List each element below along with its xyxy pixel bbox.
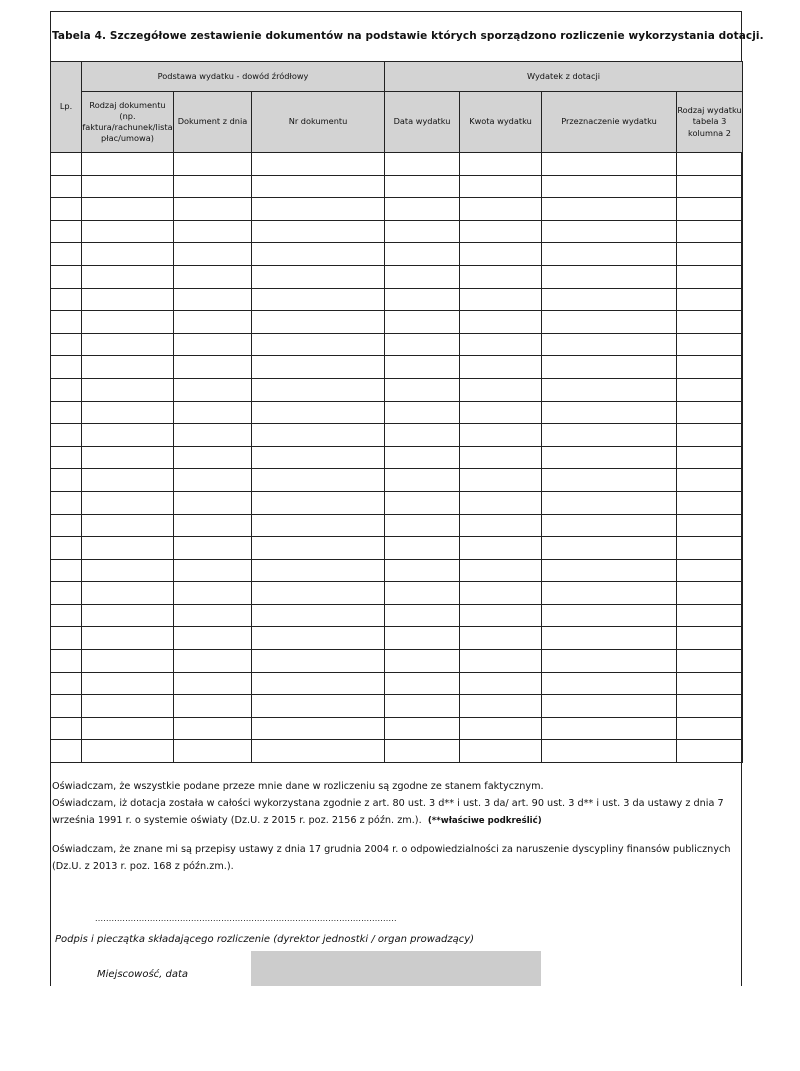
table-cell[interactable] <box>460 514 542 537</box>
table-cell[interactable] <box>252 514 385 537</box>
table-cell[interactable] <box>385 153 460 176</box>
table-row <box>51 672 743 695</box>
table-cell[interactable] <box>252 311 385 334</box>
table-cell[interactable] <box>460 424 542 447</box>
table-cell[interactable] <box>677 288 743 311</box>
header-expense-amount: Kwota wydatku <box>460 92 542 153</box>
table-cell[interactable] <box>51 243 82 266</box>
table-cell[interactable] <box>174 288 252 311</box>
table-cell[interactable] <box>385 559 460 582</box>
table-cell[interactable] <box>677 333 743 356</box>
table-cell[interactable] <box>252 740 385 763</box>
table-cell[interactable] <box>82 627 174 650</box>
header-group-expense: Wydatek z dotacji <box>385 62 743 92</box>
table-row <box>51 627 743 650</box>
table-cell[interactable] <box>51 153 82 176</box>
table-cell[interactable] <box>174 311 252 334</box>
table-cell[interactable] <box>174 650 252 673</box>
table-cell[interactable] <box>82 220 174 243</box>
table-cell[interactable] <box>460 650 542 673</box>
table-cell[interactable] <box>51 672 82 695</box>
table-row <box>51 220 743 243</box>
table-cell[interactable] <box>174 153 252 176</box>
table-cell[interactable] <box>677 243 743 266</box>
table-cell[interactable] <box>542 220 677 243</box>
table-cell[interactable] <box>252 356 385 379</box>
table-cell[interactable] <box>385 265 460 288</box>
table-cell[interactable] <box>385 424 460 447</box>
table-cell[interactable] <box>542 333 677 356</box>
statement-grant-usage <box>52 796 740 830</box>
table-cell[interactable] <box>677 378 743 401</box>
table-cell[interactable] <box>82 378 174 401</box>
table-cell[interactable] <box>51 356 82 379</box>
table-cell[interactable] <box>677 424 743 447</box>
table-cell[interactable] <box>542 243 677 266</box>
table-cell[interactable] <box>174 717 252 740</box>
table-cell[interactable] <box>460 220 542 243</box>
table-cell[interactable] <box>174 695 252 718</box>
table-cell[interactable] <box>677 220 743 243</box>
table-row <box>51 175 743 198</box>
table-row <box>51 559 743 582</box>
table-cell[interactable] <box>385 220 460 243</box>
table-cell[interactable] <box>677 153 743 176</box>
header-expense-kind: Rodzaj wydatku tabela 3 kolumna 2 <box>677 92 743 153</box>
statement-finance-discipline: Oświadczam, że znane mi są przepisy ustawy z dnia 17 grudnia 2004 r. o odpowiedzialności za naruszenie dyscypliny finansów publicznych (Dz.U. z 2013 r. poz. 168 z późn.zm.). <box>52 843 731 872</box>
table-row <box>51 265 743 288</box>
table-cell[interactable] <box>677 627 743 650</box>
table-row <box>51 243 743 266</box>
table-cell[interactable] <box>51 333 82 356</box>
table-row <box>51 717 743 740</box>
table-cell[interactable] <box>82 446 174 469</box>
table-cell[interactable] <box>174 469 252 492</box>
table-cell[interactable] <box>677 717 743 740</box>
statement-data-accuracy: Oświadczam, że wszystkie podane przeze mnie dane w rozliczeniu są zgodne ze stanem faktycznym. <box>52 781 544 792</box>
table-cell[interactable] <box>542 559 677 582</box>
table-cell[interactable] <box>385 514 460 537</box>
table-cell[interactable] <box>385 491 460 514</box>
table-cell[interactable] <box>542 401 677 424</box>
table-cell[interactable] <box>542 672 677 695</box>
table-cell[interactable] <box>252 243 385 266</box>
table-row <box>51 491 743 514</box>
table-cell[interactable] <box>82 559 174 582</box>
table-cell[interactable] <box>51 717 82 740</box>
table-cell[interactable] <box>252 469 385 492</box>
table-cell[interactable] <box>51 740 82 763</box>
table-cell[interactable] <box>174 537 252 560</box>
table-row <box>51 469 743 492</box>
table-cell[interactable] <box>82 265 174 288</box>
table-cell[interactable] <box>460 469 542 492</box>
table-cell[interactable] <box>542 424 677 447</box>
table-cell[interactable] <box>174 265 252 288</box>
table-cell[interactable] <box>252 220 385 243</box>
table-cell[interactable] <box>51 311 82 334</box>
table-cell[interactable] <box>51 627 82 650</box>
table-cell[interactable] <box>677 446 743 469</box>
table-cell[interactable] <box>542 537 677 560</box>
table-cell[interactable] <box>460 356 542 379</box>
table-row <box>51 650 743 673</box>
table-cell[interactable] <box>460 559 542 582</box>
documents-table <box>50 61 743 763</box>
table-cell[interactable] <box>51 265 82 288</box>
table-cell[interactable] <box>460 491 542 514</box>
table-cell[interactable] <box>252 695 385 718</box>
table-cell[interactable] <box>385 311 460 334</box>
table-cell[interactable] <box>677 265 743 288</box>
table-row <box>51 695 743 718</box>
table-cell[interactable] <box>82 175 174 198</box>
table-cell[interactable] <box>460 175 542 198</box>
table-title: Tabela 4. Szczegółowe zestawienie dokumentów na podstawie których sporządzono rozliczenie wykorzystania dotacji. <box>52 30 764 42</box>
table-cell[interactable] <box>460 627 542 650</box>
table-row <box>51 446 743 469</box>
table-cell[interactable] <box>174 446 252 469</box>
table-cell[interactable] <box>542 514 677 537</box>
table-cell[interactable] <box>677 559 743 582</box>
table-cell[interactable] <box>252 401 385 424</box>
table-cell[interactable] <box>82 311 174 334</box>
header-document-number: Nr dokumentu <box>252 92 385 153</box>
table-cell[interactable] <box>542 717 677 740</box>
table-cell[interactable] <box>51 401 82 424</box>
table-cell[interactable] <box>51 604 82 627</box>
table-cell[interactable] <box>174 582 252 605</box>
table-cell[interactable] <box>460 740 542 763</box>
table-cell[interactable] <box>51 220 82 243</box>
table-cell[interactable] <box>252 491 385 514</box>
table-cell[interactable] <box>542 627 677 650</box>
table-cell[interactable] <box>385 695 460 718</box>
table-cell[interactable] <box>252 717 385 740</box>
table-cell[interactable] <box>542 582 677 605</box>
table-cell[interactable] <box>542 175 677 198</box>
table-cell[interactable] <box>385 198 460 221</box>
table-cell[interactable] <box>82 153 174 176</box>
table-cell[interactable] <box>385 650 460 673</box>
table-cell[interactable] <box>460 717 542 740</box>
table-cell[interactable] <box>82 424 174 447</box>
header-expense-date: Data wydatku <box>385 92 460 153</box>
table-cell[interactable] <box>174 333 252 356</box>
table-cell[interactable] <box>252 175 385 198</box>
table-cell[interactable] <box>174 424 252 447</box>
table-cell[interactable] <box>252 672 385 695</box>
table-cell[interactable] <box>460 311 542 334</box>
table-cell[interactable] <box>174 378 252 401</box>
table-cell[interactable] <box>677 198 743 221</box>
table-cell[interactable] <box>82 717 174 740</box>
table-cell[interactable] <box>460 401 542 424</box>
table-cell[interactable] <box>51 514 82 537</box>
table-cell[interactable] <box>677 311 743 334</box>
table-cell[interactable] <box>460 333 542 356</box>
table-cell[interactable] <box>82 243 174 266</box>
table-row <box>51 582 743 605</box>
table-cell[interactable] <box>677 695 743 718</box>
table-cell[interactable] <box>677 537 743 560</box>
table-cell[interactable] <box>385 717 460 740</box>
table-cell[interactable] <box>542 469 677 492</box>
table-cell[interactable] <box>82 356 174 379</box>
table-cell[interactable] <box>82 740 174 763</box>
table-cell[interactable] <box>677 650 743 673</box>
table-cell[interactable] <box>51 559 82 582</box>
place-date-field[interactable] <box>251 951 541 986</box>
table-cell[interactable] <box>677 672 743 695</box>
table-cell[interactable] <box>385 243 460 266</box>
table-cell[interactable] <box>51 582 82 605</box>
table-cell[interactable] <box>252 153 385 176</box>
table-cell[interactable] <box>385 401 460 424</box>
table-cell[interactable] <box>460 446 542 469</box>
table-cell[interactable] <box>82 695 174 718</box>
table-row <box>51 356 743 379</box>
table-cell[interactable] <box>174 559 252 582</box>
table-cell[interactable] <box>542 153 677 176</box>
signature-line: .............................................................................................................. <box>95 914 397 923</box>
table-cell[interactable] <box>174 672 252 695</box>
table-cell[interactable] <box>51 424 82 447</box>
table-cell[interactable] <box>542 604 677 627</box>
table-row <box>51 604 743 627</box>
table-cell[interactable] <box>252 627 385 650</box>
table-cell[interactable] <box>82 672 174 695</box>
table-cell[interactable] <box>385 627 460 650</box>
table-cell[interactable] <box>51 469 82 492</box>
table-cell[interactable] <box>677 582 743 605</box>
table-cell[interactable] <box>252 288 385 311</box>
table-cell[interactable] <box>82 401 174 424</box>
table-row <box>51 537 743 560</box>
table-row <box>51 424 743 447</box>
table-cell[interactable] <box>385 469 460 492</box>
table-cell[interactable] <box>174 198 252 221</box>
table-row <box>51 514 743 537</box>
table-cell[interactable] <box>82 491 174 514</box>
table-row <box>51 740 743 763</box>
table-row <box>51 333 743 356</box>
statement-grant-usage-text: Oświadczam, iż dotacja została w całości wykorzystana zgodnie z art. 80 ust. 3 d** i ust. 3 da/ art. 90 ust. 3 d** i ust. 3 da ustawy z dnia 7 września 1991 r. o systemie oświaty (Dz.U. z 2015 r. poz. 2156 z późn. zm.). <box>52 797 724 826</box>
table-cell[interactable] <box>252 559 385 582</box>
table-cell[interactable] <box>542 356 677 379</box>
table-cell[interactable] <box>385 740 460 763</box>
table-cell[interactable] <box>385 446 460 469</box>
table-row <box>51 288 743 311</box>
table-cell[interactable] <box>82 288 174 311</box>
header-document-date: Dokument z dnia <box>174 92 252 153</box>
table-cell[interactable] <box>385 582 460 605</box>
table-cell[interactable] <box>542 198 677 221</box>
table-cell[interactable] <box>252 446 385 469</box>
table-cell[interactable] <box>677 469 743 492</box>
underline-note: (**właściwe podkreślić) <box>427 815 542 826</box>
table-cell[interactable] <box>252 582 385 605</box>
table-cell[interactable] <box>385 175 460 198</box>
signature-label: Podpis i pieczątka składającego rozliczenie (dyrektor jednostki / organ prowadzący) <box>55 934 475 945</box>
table-cell[interactable] <box>460 695 542 718</box>
table-cell[interactable] <box>460 537 542 560</box>
place-date-label: Miejscowość, data <box>97 969 189 980</box>
table-cell[interactable] <box>677 604 743 627</box>
table-cell[interactable] <box>252 424 385 447</box>
table-cell[interactable] <box>542 446 677 469</box>
table-cell[interactable] <box>542 491 677 514</box>
table-cell[interactable] <box>542 650 677 673</box>
header-document-type: Rodzaj dokumentu (np. faktura/rachunek/lista płac/umowa) <box>82 92 174 153</box>
table-cell[interactable] <box>460 288 542 311</box>
table-cell[interactable] <box>252 650 385 673</box>
table-cell[interactable] <box>542 311 677 334</box>
table-cell[interactable] <box>174 491 252 514</box>
table-cell[interactable] <box>385 672 460 695</box>
table-cell[interactable] <box>677 514 743 537</box>
table-cell[interactable] <box>460 153 542 176</box>
table-cell[interactable] <box>174 243 252 266</box>
table-cell[interactable] <box>385 356 460 379</box>
table-cell[interactable] <box>82 198 174 221</box>
table-cell[interactable] <box>460 582 542 605</box>
table-cell[interactable] <box>82 604 174 627</box>
table-cell[interactable] <box>51 650 82 673</box>
table-cell[interactable] <box>174 514 252 537</box>
table-cell[interactable] <box>677 491 743 514</box>
table-cell[interactable] <box>82 333 174 356</box>
table-row <box>51 311 743 334</box>
table-cell[interactable] <box>252 265 385 288</box>
table-cell[interactable] <box>385 378 460 401</box>
table-cell[interactable] <box>460 672 542 695</box>
table-cell[interactable] <box>542 378 677 401</box>
header-expense-purpose: Przeznaczenie wydatku <box>542 92 677 153</box>
table-cell[interactable] <box>460 604 542 627</box>
table-cell[interactable] <box>174 627 252 650</box>
table-cell[interactable] <box>677 740 743 763</box>
table-cell[interactable] <box>51 537 82 560</box>
table-cell[interactable] <box>460 265 542 288</box>
table-cell[interactable] <box>174 356 252 379</box>
table-cell[interactable] <box>542 695 677 718</box>
table-cell[interactable] <box>82 537 174 560</box>
table-cell[interactable] <box>542 265 677 288</box>
table-cell[interactable] <box>51 491 82 514</box>
statements <box>52 779 740 876</box>
table-row <box>51 378 743 401</box>
table-cell[interactable] <box>385 537 460 560</box>
table-cell[interactable] <box>677 356 743 379</box>
table-cell[interactable] <box>174 401 252 424</box>
table-cell[interactable] <box>460 378 542 401</box>
table-cell[interactable] <box>385 333 460 356</box>
table-cell[interactable] <box>252 378 385 401</box>
table-cell[interactable] <box>174 220 252 243</box>
table-cell[interactable] <box>174 175 252 198</box>
table-cell[interactable] <box>252 604 385 627</box>
table-cell[interactable] <box>82 469 174 492</box>
table-cell[interactable] <box>542 288 677 311</box>
table-row <box>51 401 743 424</box>
table-cell[interactable] <box>51 695 82 718</box>
table-cell[interactable] <box>51 175 82 198</box>
table-cell[interactable] <box>51 288 82 311</box>
table-row <box>51 153 743 176</box>
table-row <box>51 198 743 221</box>
table-cell[interactable] <box>252 198 385 221</box>
table-cell[interactable] <box>460 243 542 266</box>
table-cell[interactable] <box>82 650 174 673</box>
table-cell[interactable] <box>51 198 82 221</box>
table-cell[interactable] <box>677 175 743 198</box>
header-lp: Lp. <box>51 62 82 153</box>
table-cell[interactable] <box>51 446 82 469</box>
table-cell[interactable] <box>174 604 252 627</box>
table-cell[interactable] <box>460 198 542 221</box>
table-cell[interactable] <box>174 740 252 763</box>
table-cell[interactable] <box>252 537 385 560</box>
table-cell[interactable] <box>385 288 460 311</box>
header-group-source: Podstawa wydatku - dowód źródłowy <box>82 62 385 92</box>
table-cell[interactable] <box>542 740 677 763</box>
table-cell[interactable] <box>51 378 82 401</box>
table-cell[interactable] <box>82 582 174 605</box>
table-cell[interactable] <box>252 333 385 356</box>
table-cell[interactable] <box>385 604 460 627</box>
table-cell[interactable] <box>677 401 743 424</box>
table-cell[interactable] <box>82 514 174 537</box>
